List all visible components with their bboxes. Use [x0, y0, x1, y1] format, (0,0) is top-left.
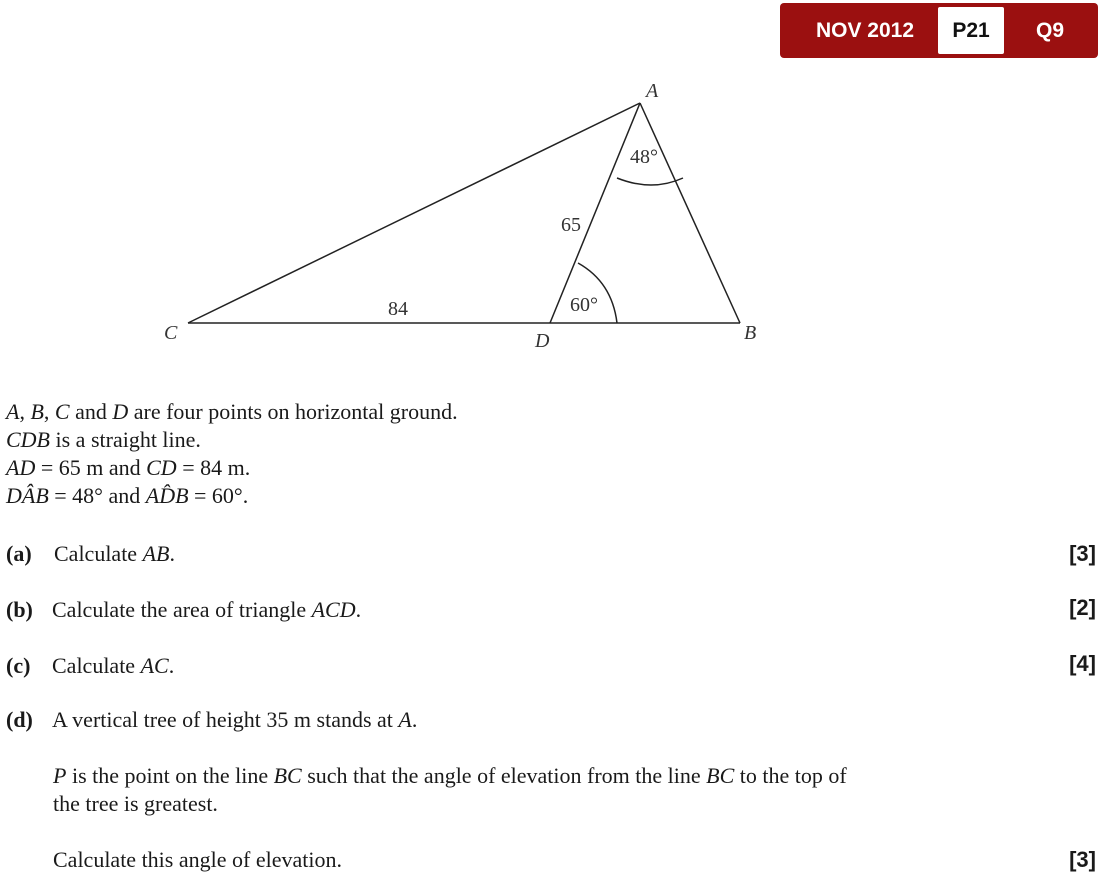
marks-part-a: [3] — [1069, 541, 1096, 566]
part-label-d: (d) — [6, 707, 33, 732]
length-label-cd: 84 — [388, 298, 408, 320]
angle-label-a: 48° — [630, 146, 658, 168]
part-d-paragraph-2: the tree is greatest. — [53, 791, 218, 816]
info-line-2: CDB is a straight line. — [6, 427, 201, 452]
angle-arc-a — [617, 178, 683, 185]
question-number: Q9 — [1035, 19, 1064, 42]
line-ca — [188, 103, 640, 323]
info-line-4: DÂB = 48° and AD̂B = 60°. — [6, 483, 249, 508]
paper-code: P21 — [938, 7, 1004, 54]
given-information — [6, 398, 458, 510]
marks-part-c: [4] — [1069, 651, 1096, 676]
part-label-a: (a) — [6, 541, 32, 566]
question-part-b: (b) Calculate the area of triangle ACD. — [6, 597, 362, 622]
part-label-b: (b) — [6, 597, 33, 622]
point-label-c: C — [164, 322, 178, 344]
exam-session: NOV 2012 — [815, 19, 915, 42]
point-label-b: B — [744, 322, 757, 344]
marks-part-b: [2] — [1069, 595, 1096, 620]
question-part-a: (a) Calculate AB. — [6, 541, 175, 566]
angle-label-d: 60° — [570, 294, 598, 316]
point-label-a: A — [646, 80, 659, 102]
length-label-ad: 65 — [561, 214, 581, 236]
marks-part-d: [3] — [1069, 847, 1096, 872]
question-part-c: (c) Calculate AC. — [6, 653, 175, 678]
part-d-paragraph-1: P is the point on the line BC such that the angle of elevation from the line BC to the top of — [53, 763, 847, 788]
part-d-instruction: Calculate this angle of elevation. — [53, 847, 342, 872]
line-ab — [640, 103, 740, 323]
part-label-c: (c) — [6, 653, 31, 678]
info-line-3: AD = 65 m and CD = 84 m. — [6, 455, 251, 480]
point-label-d: D — [535, 330, 550, 352]
info-line-1: A, B, C and D are four points on horizontal ground. — [6, 399, 458, 424]
question-part-d: (d) A vertical tree of height 35 m stands at A. — [6, 707, 418, 732]
triangle-diagram — [0, 0, 1100, 380]
line-da — [550, 103, 640, 323]
